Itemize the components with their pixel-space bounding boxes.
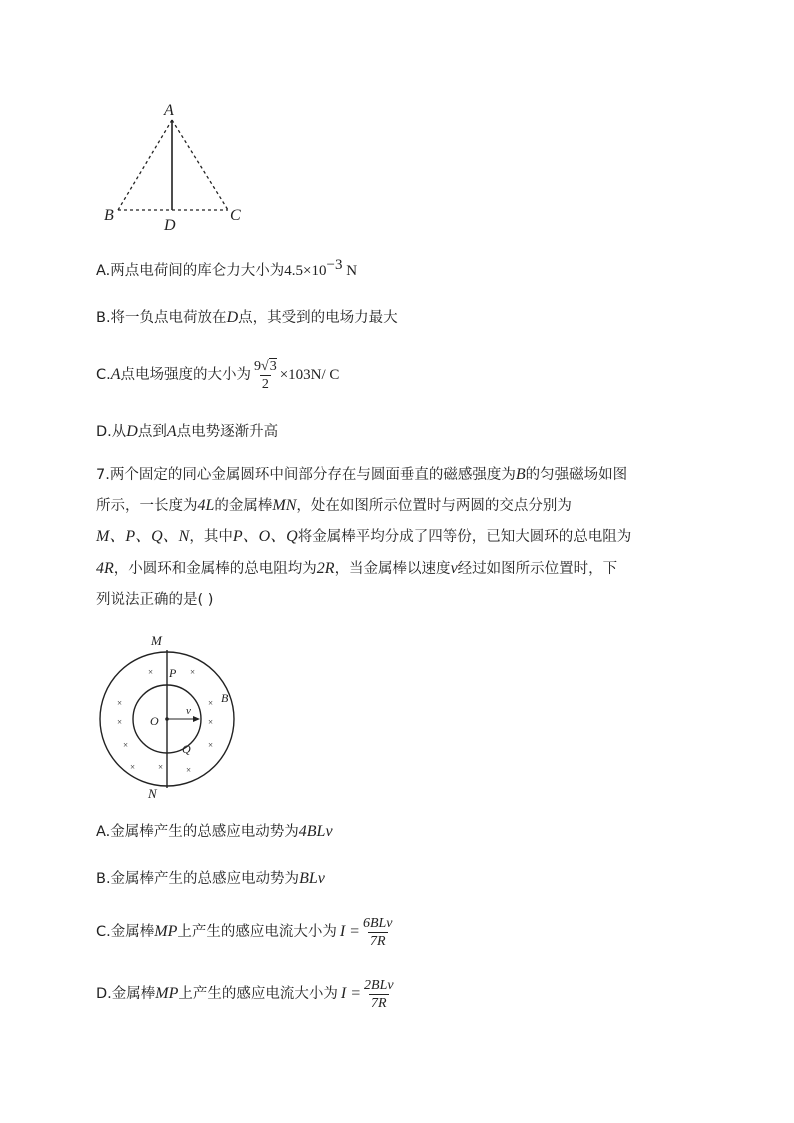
svg-text:×: × xyxy=(117,717,123,727)
label-b: B xyxy=(221,691,229,705)
field-crosses xyxy=(117,667,213,775)
svg-text:×: × xyxy=(208,740,214,750)
fraction: $\frac{\text{2BLv}}{7R}$ xyxy=(364,977,394,1011)
svg-text:×: × xyxy=(208,698,214,708)
svg-text:×: × xyxy=(158,762,164,772)
q7-stem-line-5: 列说法正确的是( ) xyxy=(96,592,214,608)
q6-option-d: D.从D点到A点电势逐渐升高 xyxy=(96,423,279,440)
fraction: $\frac{\text{6BLv}}{7R}$ xyxy=(362,915,393,949)
label-c: C xyxy=(230,207,241,224)
concentric-rings-figure xyxy=(92,630,242,802)
label-p: P xyxy=(169,666,177,680)
q6-option-c: C. A 点电场强度的大小为 $\frac{9√3}{2}$ ×10 3 N/ C xyxy=(96,358,340,392)
svg-text:×: × xyxy=(148,667,154,677)
q7-stem-line-4: 4R，小圆环和金属棒的总电阻均为2R，当金属棒以速度v经过如图所示位置时，下 xyxy=(96,560,618,577)
q7-option-d: D.金属棒 MP 上产生的感应电流大小为 I = $\frac{\text{2BLv}}{7R}$ xyxy=(96,977,394,1011)
q7-stem-line-3: M、P、Q、N，其中P、O、Q将金属棒平均分成了四等份，已知大圆环的总电阻为 xyxy=(96,528,632,545)
label-d: D xyxy=(164,217,176,234)
label-o: O xyxy=(150,714,159,728)
label-n: N xyxy=(148,786,157,801)
fraction: $\frac{9√3}{2}$ xyxy=(254,358,277,392)
q6-option-b: B.将一负点电荷放在D点，其受到的电场力最大 xyxy=(96,309,398,326)
label-a: A xyxy=(164,102,174,119)
q7-option-c: C.金属棒 MP 上产生的感应电流大小为 I = $\frac{\text{6BLv}}{7R}$ xyxy=(96,915,393,949)
q7-option-b: B.金属棒产生的总感应电动势为BLv xyxy=(96,870,325,887)
q7-stem-line-1: 7.两个固定的同心金属圆环中间部分存在与圆面垂直的磁感强度为B的匀强磁场如图 xyxy=(96,466,628,483)
label-v: v xyxy=(186,705,191,717)
label-q: Q xyxy=(182,742,191,756)
q7-option-a: A.金属棒产生的总感应电动势为4BLv xyxy=(96,823,333,840)
triangle-figure xyxy=(100,98,260,238)
q6-option-a: A.两点电荷间的库仑力大小为$4.5\times 10^{-3}$ N xyxy=(96,257,358,279)
svg-text:×: × xyxy=(190,667,196,677)
svg-text:×: × xyxy=(117,698,123,708)
svg-text:×: × xyxy=(130,762,136,772)
q7-stem-line-2: 所示，一长度为4L的金属棒MN，处在如图所示位置时与两圆的交点分别为 xyxy=(96,497,572,514)
svg-text:×: × xyxy=(186,765,192,775)
label-b: B xyxy=(104,207,114,224)
svg-text:×: × xyxy=(208,717,214,727)
svg-text:×: × xyxy=(123,740,129,750)
label-m: M xyxy=(151,633,162,648)
